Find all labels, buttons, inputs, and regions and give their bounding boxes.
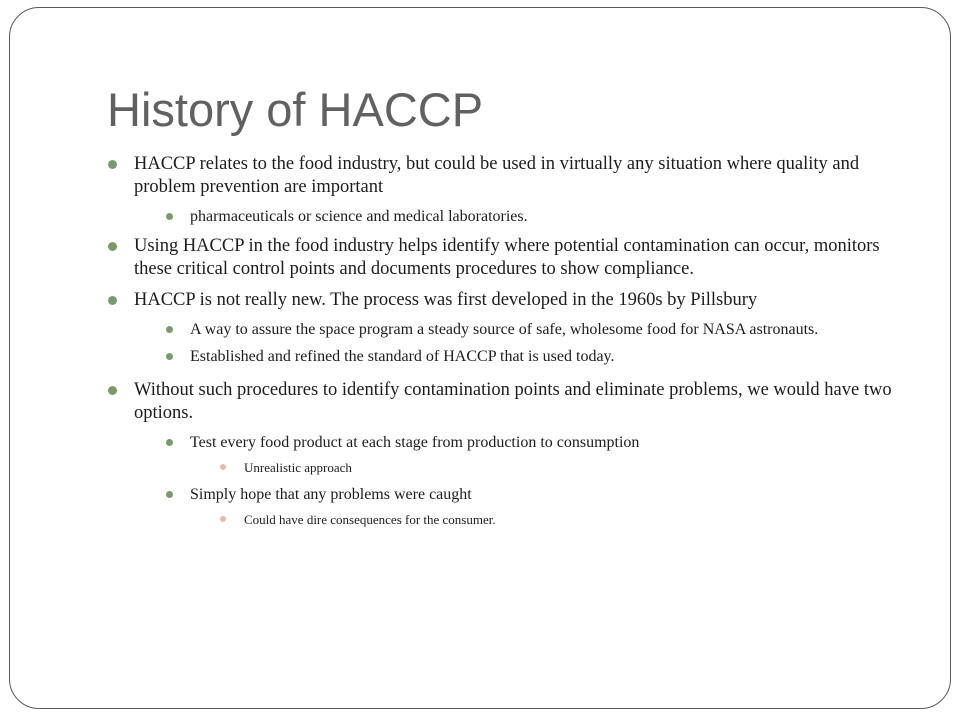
sub-sub-bullet-text: Could have dire consequences for the consumer.: [244, 512, 496, 527]
bullet-text: HACCP relates to the food industry, but could be used in virtually any situation where quality and problem prevention are important: [134, 154, 860, 197]
sub-bullet-text: Test every food product at each stage from production to consumption: [190, 434, 640, 451]
sub-bullet-text: Established and refined the standard of HACCP that is used today.: [190, 348, 615, 365]
slide-body: [106, 153, 896, 537]
bullet-item: [106, 235, 896, 281]
sub-bullet-list: [164, 433, 896, 529]
sub-bullet-item: [164, 320, 896, 340]
bullet-text: Using HACCP in the food industry helps identify where potential contamination can occur, monitors these critical control points and documents procedures to show compliance.: [134, 236, 880, 279]
sub-bullet-text: pharmaceuticals or science and medical laboratories.: [190, 208, 528, 225]
sub-sub-bullet-text: Unrealistic approach: [244, 460, 352, 475]
sub-bullet-text: Simply hope that any problems were caught: [190, 486, 472, 503]
bullet-item: [106, 153, 896, 227]
sub-bullet-item: [164, 485, 896, 529]
slide-title: History of HACCP: [107, 83, 484, 136]
sub-sub-bullet-item: [218, 511, 896, 529]
bullet-list: [106, 153, 896, 529]
sub-bullet-text: A way to assure the space program a steady source of safe, wholesome food for NASA astronauts.: [190, 321, 819, 338]
bullet-text: HACCP is not really new. The process was first developed in the 1960s by Pillsbury: [134, 290, 758, 310]
sub-sub-bullet-item: [218, 459, 896, 477]
sub-bullet-list: [164, 320, 896, 367]
sub-bullet-list: [164, 207, 896, 227]
bullet-text: Without such procedures to identify contamination points and eliminate problems, we would have two options.: [134, 380, 892, 423]
sub-sub-bullet-list: [218, 511, 896, 529]
sub-bullet-item: [164, 347, 896, 367]
sub-bullet-item: [164, 207, 896, 227]
sub-sub-bullet-list: [218, 459, 896, 477]
bullet-item: [106, 379, 896, 529]
sub-bullet-item: [164, 433, 896, 477]
bullet-item: [106, 289, 896, 367]
